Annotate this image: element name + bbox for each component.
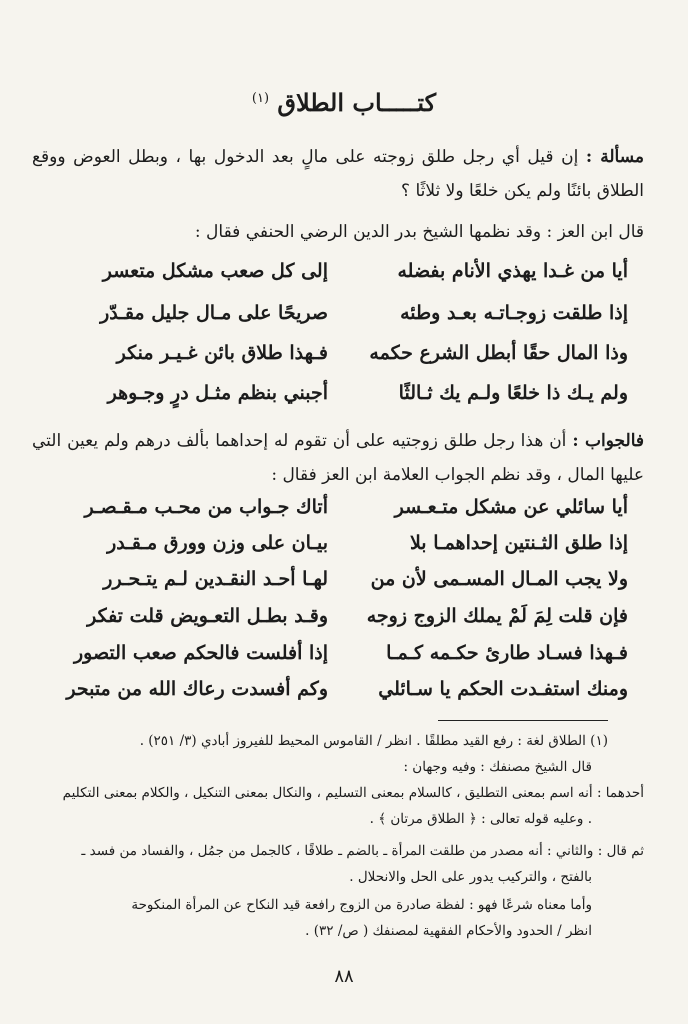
verse-second-hemistich: لهـا أحـد النقـدين لـم يتـحـرر	[103, 568, 328, 590]
chapter-title-text: كتـــــاب الطلاق	[277, 88, 437, 117]
verse-first-hemistich: أيا سائلي عن مشكل متـعـسر	[394, 496, 628, 518]
verse-second-hemistich: إلى كل صعب مشكل متعسر	[102, 260, 328, 282]
verse-first-hemistich: فإن قلت لِمَ لَمْ يملك الزوج زوجه	[366, 605, 628, 627]
footnote-line: (١) الطلاق لغة : رفع القيد مطلقًا . انظر / القاموس المحيط للفيروز أبادي (٣/ ٢٥١) .	[139, 733, 608, 749]
verse-line	[48, 642, 628, 672]
answer-label: فالجواب :	[572, 431, 644, 451]
verse-first-hemistich: إذا طلق الثـنتين إحداهمـا بلا	[409, 532, 628, 554]
answer-paragraph	[32, 424, 644, 492]
verse-line	[48, 568, 628, 598]
verse-line	[48, 496, 628, 526]
footnote-line: أحدهما : أنه اسم بمعنى التطليق ، كالسلام بمعنى التسليم ، والنكال بمعنى التنكيل ، والكلام بمعنى التكليم	[62, 785, 644, 801]
footnote-line: بالفتح ، والتركيب يدور على الحل والانحلال .	[349, 869, 592, 885]
verse-line	[48, 678, 628, 708]
footnote-line: قال الشيخ مصنفك : وفيه وجهان :	[403, 759, 592, 775]
chapter-title	[0, 88, 688, 117]
page-number: ٨٨	[334, 966, 354, 987]
title-footnote-marker: (١)	[251, 91, 270, 106]
verse-first-hemistich: ولم يـك ذا خلعًا ولـم يك ثـالثًا	[398, 382, 628, 404]
masala-text: إن قيل أي رجل طلق زوجته على مالٍ بعد الدخول بها ، وبطل العوض ووقع الطلاق بائنًا ولم يكن خلعًا ولا ثلاثًا ؟	[32, 147, 644, 201]
verse-first-hemistich: ولا يجب المـال المسـمى لأن من	[370, 568, 628, 590]
verse-second-hemistich: بيـان على وزن وورق مـقـدر	[107, 532, 328, 554]
verse-first-hemistich: أيا من غـدا يهذي الأنام بفضله	[397, 260, 628, 282]
answer-text: أن هذا رجل طلق زوجتيه على أن تقوم له إحداهما بألف درهم ولم يعين التي عليها المال ، وقد نظم الجواب العلامة ابن العز فقال :	[32, 431, 644, 485]
footnote-line: انظر / الحدود والأحكام الفقهية لمصنفك ( ص/ ٣٢) .	[305, 923, 592, 939]
verse-line	[48, 342, 628, 372]
verse-second-hemistich: أتاك جـواب من محـب مـقـصـر	[84, 496, 328, 518]
verse-first-hemistich: فـهذا فسـاد طارئ حكـمه كـمـا	[386, 642, 628, 664]
verse-line	[48, 382, 628, 412]
verse-first-hemistich: ومنك استفـدت الحكم يا سـائلي	[378, 678, 628, 700]
footnote-line: ثم قال : والثاني : أنه مصدر من طلقت المرأة ـ بالضم ـ طلاقًا ، كالجمل من جمُل ، والفساد من فسد ـ	[81, 843, 644, 859]
verse-second-hemistich: فـهذا طلاق بائن غـيـر منكر	[116, 342, 328, 364]
verse-second-hemistich: وكم أفسدت رعاك الله من متبحر	[66, 678, 328, 700]
footnote-divider	[438, 720, 608, 721]
verse-first-hemistich: إذا طلقت زوجـاتـه بعـد وطئه	[400, 302, 628, 324]
masala-label: مسألة :	[585, 147, 644, 167]
verse-second-hemistich: أجبني بنظم مثـل درٍ وجـوهر	[107, 382, 328, 404]
footnote-line: وأما معناه شرعًا فهو : لفظة صادرة من الزوج رافعة قيد النكاح عن المرأة المنكوحة	[131, 897, 592, 913]
verse-line	[48, 302, 628, 332]
verse-line	[48, 260, 628, 290]
verse-line	[48, 605, 628, 635]
footnote-line: . وعليه قوله تعالى : ﴿ الطلاق مرتان ﴾ .	[369, 811, 592, 827]
intro-line: قال ابن العز : وقد نظمها الشيخ بدر الدين الرضي الحنفي فقال :	[194, 222, 644, 242]
verse-line	[48, 532, 628, 562]
question-paragraph	[32, 140, 644, 208]
verse-first-hemistich: وذا المال حقًا أبطل الشرع حكمه	[369, 342, 628, 364]
verse-second-hemistich: إذا أفلست فالحكم صعب التصور	[73, 642, 328, 664]
verse-second-hemistich: صريحًا على مـال جليل مقـدّر	[100, 302, 328, 324]
verse-second-hemistich: وقـد بطـل التعـويض قلت تفكر	[87, 605, 328, 627]
